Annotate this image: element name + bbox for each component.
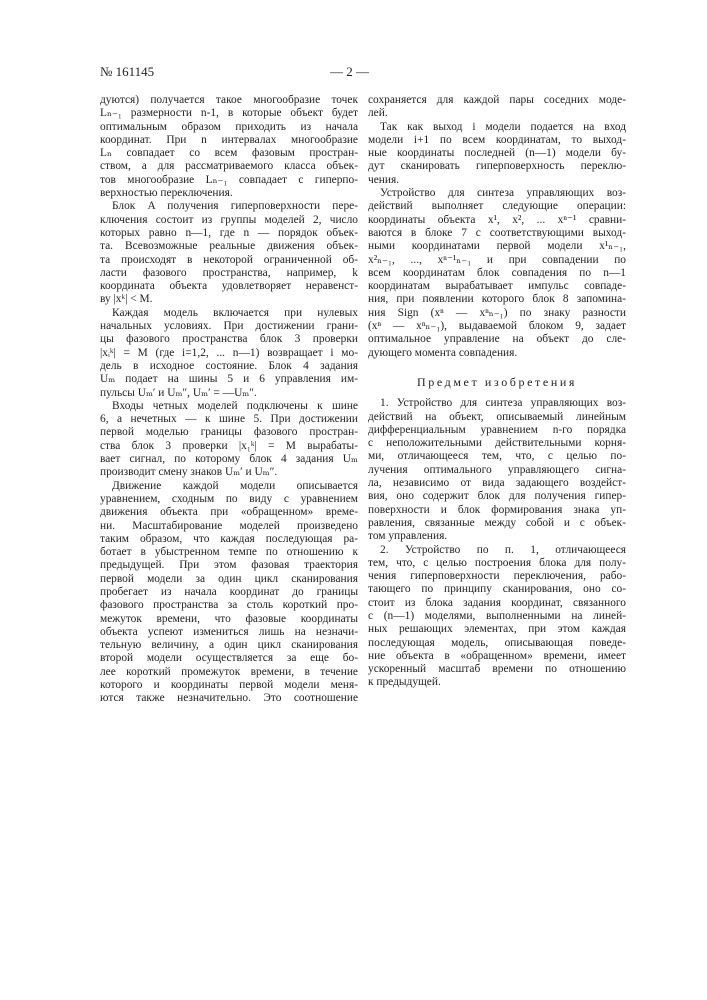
text-line: оптимальное управление на объект до сле- xyxy=(368,333,626,346)
paragraph xyxy=(100,307,358,400)
text-line: Uₘ подает на шины 5 и 6 управления им- xyxy=(100,373,358,386)
right-column-text xyxy=(368,94,626,360)
text-line: ством, а для рассматриваемого класса объек- xyxy=(100,160,358,173)
right-column xyxy=(368,94,626,690)
left-column xyxy=(100,94,358,706)
text-line: тем, что, с целью построения блока для полу- xyxy=(368,557,626,570)
text-line: x²ₙ₋₁, ..., xⁿ⁻¹ₙ₋₁ и при совпадении по xyxy=(368,254,626,267)
paragraph xyxy=(368,94,626,121)
text-line: ми, отличающееся тем, что, с целью по- xyxy=(368,450,626,463)
text-line: ласти фазового пространства, например, k xyxy=(100,267,358,280)
text-line: начальных условиях. При достижении грани- xyxy=(100,320,358,333)
text-line: сохраняется для каждой пары соседних моде- xyxy=(368,94,626,107)
text-line: оптимальным образом приходить из начала xyxy=(100,121,358,134)
text-line: действий на объект, описываемый линейным xyxy=(368,411,626,424)
patent-number: № 161145 xyxy=(100,64,154,80)
text-line: Так как выход i модели подается на вход xyxy=(368,121,626,134)
text-line: та происходят в некоторой ограниченной об- xyxy=(100,254,358,267)
text-line: стоит из блока задания координат, связанного xyxy=(368,597,626,610)
text-line: ными координатами первой модели x¹ₙ₋₁, xyxy=(368,240,626,253)
text-line: Движение каждой модели описывается xyxy=(100,480,358,493)
paragraph xyxy=(368,121,626,187)
text-line: чения. xyxy=(368,174,626,187)
page-number: — 2 — xyxy=(330,64,369,80)
text-line: к предыдущей. xyxy=(368,676,626,689)
text-line: |xᵢᵏ| = M (где i=1,2, ... n—1) возвращает i мо- xyxy=(100,347,358,360)
text-line: лей. xyxy=(368,107,626,120)
text-line: Входы четных моделей подключены к шине xyxy=(100,400,358,413)
text-line: движения объекта при «обращенном» време- xyxy=(100,506,358,519)
text-line: с неположительными действительными корня- xyxy=(368,437,626,450)
text-line: вает сигнал, по которому блок 4 задания Uₘ xyxy=(100,453,358,466)
text-line: ву |xᵏ| < M. xyxy=(100,293,358,306)
text-line: координата объекта удовлетворяет неравенст- xyxy=(100,280,358,293)
text-line: дель в исходное состояние. Блок 4 задания xyxy=(100,360,358,373)
text-line: тающего по принципу сканирования, оно со- xyxy=(368,583,626,596)
paragraph xyxy=(100,94,358,200)
text-line: которых равно n—1, где n — порядок объек- xyxy=(100,227,358,240)
text-line: Каждая модель включается при нулевых xyxy=(100,307,358,320)
text-line: ключения состоит из группы моделей 2, число xyxy=(100,214,358,227)
text-line: лучения оптимального управляющего сигна- xyxy=(368,464,626,477)
text-line: том управления. xyxy=(368,530,626,543)
claim xyxy=(368,397,626,543)
claims xyxy=(368,397,626,690)
text-line: верхностью переключения. xyxy=(100,187,358,200)
text-line: ных решающих элементах, при этом каждая xyxy=(368,623,626,636)
text-line: вия, оно содержит блок для получения гипер- xyxy=(368,490,626,503)
text-line: ются также незначительно. Это соотношение xyxy=(100,692,358,705)
text-line: последующая модель, описывающая поведе- xyxy=(368,637,626,650)
text-line: ния Sign (xⁿ — xⁿₙ₋₁) по знаку разности xyxy=(368,307,626,320)
text-line: которого и координаты первой модели меня- xyxy=(100,679,358,692)
text-line: та. Всевозможные реальные движения объек- xyxy=(100,240,358,253)
text-line: дуются) получается такое многообразие точек xyxy=(100,94,358,107)
text-line: модели i+1 по всем координатам, то выход- xyxy=(368,134,626,147)
text-line: ния, при появлении которого блок 8 запомина- xyxy=(368,293,626,306)
text-line: пробегает из начала координат до границы xyxy=(100,586,358,599)
text-line: ние объекта в «обращенном» времени, имеет xyxy=(368,650,626,663)
text-line: второй модели осуществляется за еще бо- xyxy=(100,652,358,665)
text-line: межуток времени, что фазовые координаты xyxy=(100,613,358,626)
text-line: 6, а нечетных — к шине 5. При достижении xyxy=(100,413,358,426)
text-line: 2. Устройство по п. 1, отличающееся xyxy=(368,544,626,557)
text-line: ла, независимо от вида задающего воздейст- xyxy=(368,477,626,490)
text-line: ные координаты последней (n—1) модели бу- xyxy=(368,147,626,160)
text-line: ства блок 3 проверки |x₁ᵏ| = M вырабаты- xyxy=(100,440,358,453)
text-line: Блок A получения гиперповерхности пере- xyxy=(100,200,358,213)
text-line: (xⁿ — xⁿₙ₋₁), выдаваемой блоком 9, задает xyxy=(368,320,626,333)
text-line: координат. При n интервалах многообразие xyxy=(100,134,358,147)
text-line: первой модели за один цикл сканирования xyxy=(100,573,358,586)
text-line: равления, связанные между собой и с объек- xyxy=(368,517,626,530)
text-line: дут сканировать гиперповерхность переклю- xyxy=(368,160,626,173)
text-line: ботает в убыстренном темпе по отношению к xyxy=(100,546,358,559)
text-line: Устройство для синтеза управляющих воз- xyxy=(368,187,626,200)
text-line: уравнением, сходным по виду с уравнением xyxy=(100,493,358,506)
paragraph xyxy=(100,480,358,706)
text-line: ускоренный масштаб времени по отношению xyxy=(368,663,626,676)
paragraph xyxy=(100,200,358,306)
text-line: 1. Устройство для синтеза управляющих воз- xyxy=(368,397,626,410)
text-line: фазового пространства за столь короткий про- xyxy=(100,599,358,612)
text-line: тов многообразие Lₙ₋₁ совпадает с гиперпо- xyxy=(100,174,358,187)
text-line: Lₙ₋₁ размерности n-1, в которые объект будет xyxy=(100,107,358,120)
text-line: производит смену знаков Uₘ′ и Uₘ″. xyxy=(100,466,358,479)
text-line: первой моделью границы фазового простран- xyxy=(100,426,358,439)
text-line: действий выполняет следующие операции: xyxy=(368,200,626,213)
text-line: дующего момента совпадения. xyxy=(368,347,626,360)
text-line: тельную величину, а один цикл сканирования xyxy=(100,639,358,652)
text-line: всем координатам блок совпадения по n—1 xyxy=(368,267,626,280)
text-line: ни. Масштабирование моделей произведено xyxy=(100,520,358,533)
claims-heading: Предмет изобретения xyxy=(368,376,626,389)
text-line: координаты объекта x¹, x², ... xⁿ⁻¹ сравни- xyxy=(368,214,626,227)
text-line: координатам вырабатывает импульс совпаде- xyxy=(368,280,626,293)
text-line: лее короткий промежуток времени, в течение xyxy=(100,666,358,679)
claim xyxy=(368,544,626,690)
paragraph xyxy=(100,400,358,480)
text-line: чения гиперповерхности переключения, рабо- xyxy=(368,570,626,583)
text-line: с (n—1) моделями, выполненными на линей- xyxy=(368,610,626,623)
text-line: пульсы Uₘ′ и Uₘ″, Uₘ′ = —Uₘ″. xyxy=(100,387,358,400)
text-line: предыдущей. При этом фазовая траектория xyxy=(100,559,358,572)
text-line: поверхности и блок формирования знака уп- xyxy=(368,504,626,517)
text-line: ваются в блоке 7 с соответствующими выход- xyxy=(368,227,626,240)
text-line: цы фазового пространства блок 3 проверки xyxy=(100,333,358,346)
text-line: объекта успеют измениться лишь на незначи- xyxy=(100,626,358,639)
text-line: таким образом, что каждая последующая ра- xyxy=(100,533,358,546)
text-line: дифференциальным уравнением n-го порядка xyxy=(368,424,626,437)
text-line: Lₙ совпадает со всем фазовым простран- xyxy=(100,147,358,160)
paragraph xyxy=(368,187,626,360)
